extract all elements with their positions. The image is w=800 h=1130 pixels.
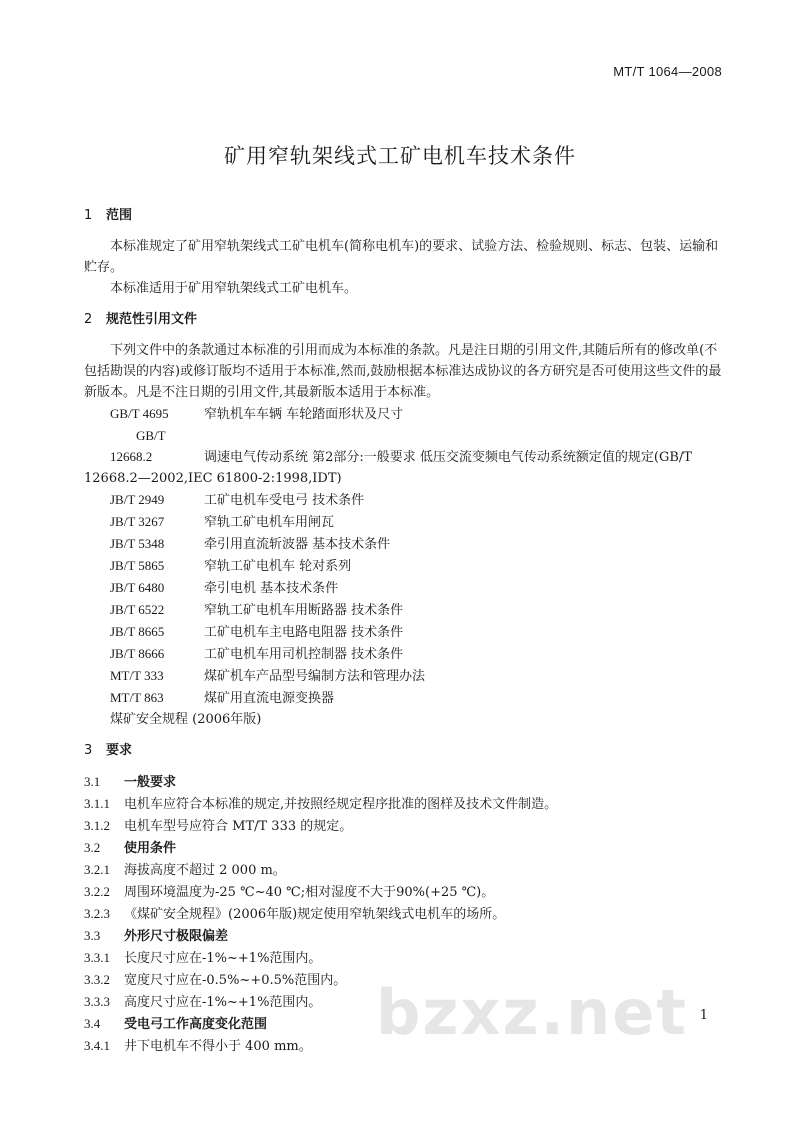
clause-number: 3.2.3 [84,906,110,921]
reference-code: JB/T 5865 [110,558,165,573]
reference-title: 工矿电机车用司机控制器 技术条件 [204,647,404,662]
clause-text: 高度尺寸应在-1%~+1%范围内。 [124,995,322,1010]
reference-code: JB/T 5348 [110,536,165,551]
reference-code: GB/T 12668.2 [110,428,166,464]
clause-number: 3.2 [84,840,101,855]
clause [84,947,724,969]
paragraph: 本标准适用于矿用窄轨架线式工矿电机车。 [110,281,358,296]
reference-item [110,533,724,555]
reference-code: JB/T 6480 [110,580,165,595]
clause-text: 一般要求 [124,775,177,790]
reference-code: JB/T 2949 [110,492,165,507]
section-title: 规范性引用文件 [106,312,198,327]
clause-text: 海拔高度不超过 2 000 m。 [124,863,286,878]
reference-code: JB/T 6522 [110,602,165,617]
clause-text: 周围环境温度为-25 ℃~40 ℃;相对湿度不大于90%(+25 ℃)。 [124,885,495,900]
reference-item [110,621,724,643]
clause [84,903,724,925]
clause-number: 3.2.1 [84,862,110,877]
clause-number: 3.3.3 [84,994,110,1009]
clause-number: 3.4.1 [84,1038,110,1053]
clause [84,881,724,903]
reference-item [110,665,724,687]
reference-code: GB/T 4695 [110,406,169,421]
paragraph: 本标准规定了矿用窄轨架线式工矿电机车(简称电机车)的要求、试验方法、检验规则、标志、包装、运输和贮存。 [84,239,719,275]
clause-text: 井下电机车不得小于 400 mm。 [124,1039,312,1054]
clause-text: 外形尺寸极限偏差 [124,929,229,944]
reference-item [110,489,724,511]
reference-title: 调速电气传动系统 第2部分:一般要求 低压交流变频电气传动系统额定值的规定(GB/T 12668.2—2002,IEC 61800-2:1998,IDT) [84,450,692,486]
reference-list [84,403,724,730]
document-body [84,205,724,1057]
document-title: 矿用窄轨架线式工矿电机车技术条件 [224,144,576,168]
clause-text: 宽度尺寸应在-0.5%~+0.5%范围内。 [124,973,347,988]
clause-text: 《煤矿安全规程》(2006年版)规定使用窄轨架线式电机车的场所。 [124,907,506,922]
reference-title: 窄轨工矿电机车用闸瓦 [204,515,335,530]
reference-code: JB/T 8666 [110,646,165,661]
section-number: 2 [84,312,93,327]
reference-title: 煤矿安全规程 (2006年版) [110,712,262,727]
subsection-heading [84,837,724,859]
clause [84,793,724,815]
clause-number: 3.3.1 [84,950,110,965]
clause-number: 3.1.1 [84,796,110,811]
section-number: 1 [84,208,93,223]
section-title: 范围 [106,208,133,223]
reference-title: 窄轨机车车辆 车轮踏面形状及尺寸 [204,407,404,422]
reference-title: 窄轨工矿电机车用断路器 技术条件 [204,603,404,618]
section-title: 要求 [106,743,133,758]
reference-title: 工矿电机车主电路电阻器 技术条件 [204,625,404,640]
section-heading-requirements [84,740,724,761]
clause-text: 受电弓工作高度变化范围 [124,1017,268,1032]
clause-number: 3.2.2 [84,884,110,899]
reference-title: 牵引电机 基本技术条件 [204,581,339,596]
reference-item [110,511,724,533]
clause-number: 3.1 [84,774,101,789]
reference-item [110,403,724,425]
reference-item [110,599,724,621]
page-number: 1 [699,1008,708,1023]
watermark: bzxz.net [376,976,688,1049]
clause [84,859,724,881]
subsection-heading [84,771,724,793]
reference-title: 煤矿用直流电源变换器 [204,691,335,706]
reference-code: JB/T 8665 [110,624,165,639]
reference-title: 牵引用直流斩波器 基本技术条件 [204,537,391,552]
reference-title: 煤矿机车产品型号编制方法和管理办法 [204,669,426,684]
reference-item [110,687,724,709]
reference-item [110,643,724,665]
clause-text: 电机车型号应符合 MT/T 333 的规定。 [124,819,353,834]
reference-item [110,555,724,577]
clause-number: 3.4 [84,1016,101,1031]
document-code: MT/T 1064—2008 [613,64,722,79]
reference-code: MT/T 333 [110,668,164,683]
clause-number: 3.3 [84,928,101,943]
clause-text: 电机车应符合本标准的规定,并按照经规定程序批准的图样及技术文件制造。 [124,797,558,812]
reference-code: MT/T 863 [110,690,164,705]
reference-item [110,577,724,599]
clause-text: 使用条件 [124,841,177,856]
reference-code: JB/T 3267 [110,514,165,529]
section-heading-references [84,309,724,330]
reference-title: 工矿电机车受电弓 技术条件 [204,493,365,508]
reference-title: 窄轨工矿电机车 轮对系列 [204,559,352,574]
section-number: 3 [84,743,93,758]
paragraph: 下列文件中的条款通过本标准的引用而成为本标准的条款。凡是注日期的引用文件,其随后所有的修改单(不包括勘误的内容)或修订版均不适用于本标准,然而,鼓励根据本标准达成协议的各方研究是否可使用这些文件的最新版本。凡是不注日期的引用文件,其最新版本适用于本标准。 [84,343,722,400]
subsection-heading [84,925,724,947]
reference-item [110,709,724,730]
clause-number: 3.1.2 [84,818,110,833]
section-heading-scope [84,205,724,226]
reference-item [84,425,724,489]
clause-text: 长度尺寸应在-1%~+1%范围内。 [124,951,322,966]
clause [84,815,724,837]
clause-number: 3.3.2 [84,972,110,987]
